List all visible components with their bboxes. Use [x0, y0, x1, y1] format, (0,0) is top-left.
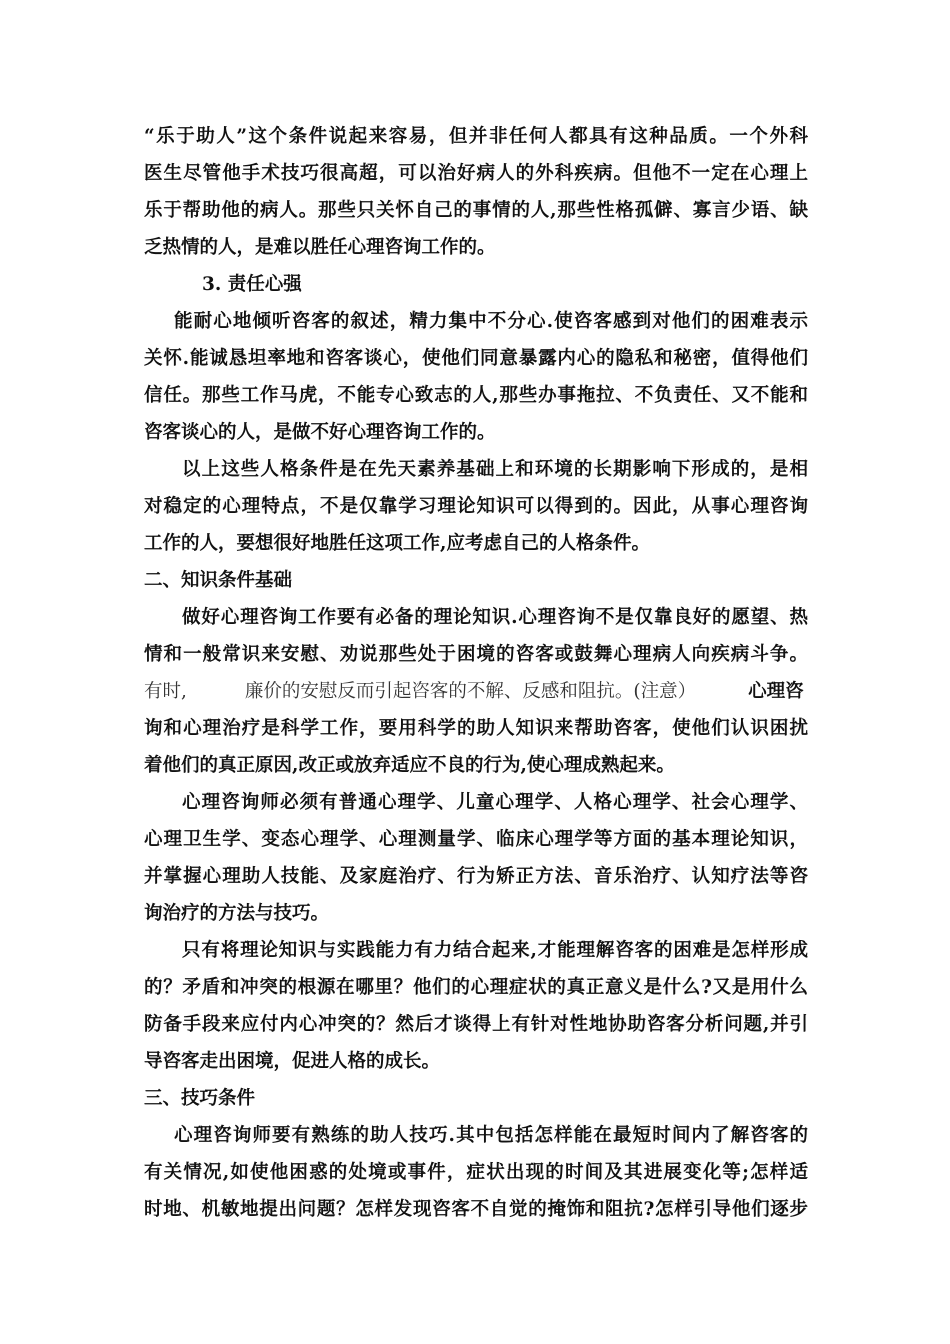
text-line: 询治疗的方法与技巧。 [144, 903, 330, 924]
text-line: 乏热情的人，是难以胜任心理咨询工作的。 [144, 237, 496, 258]
mixed-text-line [144, 673, 808, 710]
text-line: 防备手段来应付内心冲突的？然后才谈得上有针对性地协助咨客分析问题,并引 [144, 1014, 808, 1035]
section-heading-two: 二、知识条件基础 [144, 570, 293, 591]
mixed-part-2: 廉价的安慰反而引起咨客的不解、反感和阻抗。(注意） [244, 681, 697, 702]
text-line: 信任。那些工作马虎，不能专心致志的人,那些办事拖拉、不负责任、又不能和 [144, 385, 808, 406]
text-line: 询和心理治疗是科学工作，要用科学的助人知识来帮助咨客，使他们认识困扰 [144, 718, 808, 739]
text-line: 的？矛盾和冲突的根源在哪里？他们的心理症状的真正意义是什么?又是用什么 [144, 977, 808, 998]
mixed-part-3: 心理咨 [748, 681, 804, 702]
mixed-part-1: 有时, [144, 681, 187, 702]
text-line: 并掌握心理助人技能、及家庭治疗、行为矫正方法、音乐治疗、认知疗法等咨 [144, 866, 808, 887]
text-line: 心理咨询师要有熟练的助人技巧.其中包括怎样能在最短时间内了解咨客的 [174, 1125, 808, 1146]
section-heading-3: 3. 责任心强 [202, 274, 302, 295]
section-heading-three: 三、技巧条件 [144, 1088, 256, 1109]
text-line: 时地、机敏地提出问题？怎样发现咨客不自觉的掩饰和阻抗?怎样引导他们逐步 [144, 1199, 808, 1220]
text-line: 导咨客走出困境，促进人格的成长。 [144, 1051, 441, 1072]
text-line: 工作的人，要想很好地胜任这项工作,应考虑自己的人格条件。 [144, 533, 650, 554]
text-line: 以上这些人格条件是在先天素养基础上和环境的长期影响下形成的，是相 [182, 459, 808, 480]
text-line: 关怀.能诚恳坦率地和咨客谈心，使他们同意暴露内心的隐私和秘密，值得他们 [144, 348, 808, 369]
text-line: 乐于帮助他的病人。那些只关怀自己的事情的人,那些性格孤僻、寡言少语、缺 [144, 200, 808, 221]
text-line: 能耐心地倾听咨客的叙述，精力集中不分心.使咨客感到对他们的困难表示 [174, 311, 808, 332]
text-line: 心理卫生学、变态心理学、心理测量学、临床心理学等方面的基本理论知识， [144, 829, 808, 850]
text-line: 有关情况,如使他困惑的处境或事件，症状出现的时间及其进展变化等;怎样适 [144, 1162, 808, 1183]
text-line: 情和一般常识来安慰、劝说那些处于困境的咨客或鼓舞心理病人向疾病斗争。 [144, 644, 808, 665]
text-line: 医生尽管他手术技巧很高超，可以治好病人的外科疾病。但他不一定在心理上 [144, 163, 808, 184]
text-line: 着他们的真正原因,改正或放弃适应不良的行为,使心理成熟起来。 [144, 755, 675, 776]
text-line: 心理咨询师必须有普通心理学、儿童心理学、人格心理学、社会心理学、 [182, 792, 808, 813]
text-line: 只有将理论知识与实践能力有力结合起来,才能理解咨客的困难是怎样形成 [182, 940, 808, 961]
text-line: 做好心理咨询工作要有必备的理论知识.心理咨询不是仅靠良好的愿望、热 [182, 607, 808, 628]
text-line: “乐于助人”这个条件说起来容易，但并非任何人都具有这种品质。一个外科 [144, 126, 808, 147]
document-body [144, 118, 808, 1228]
text-line: 咨客谈心的人，是做不好心理咨询工作的。 [144, 422, 496, 443]
text-line: 对稳定的心理特点，不是仅靠学习理论知识可以得到的。因此，从事心理咨询 [144, 496, 808, 517]
